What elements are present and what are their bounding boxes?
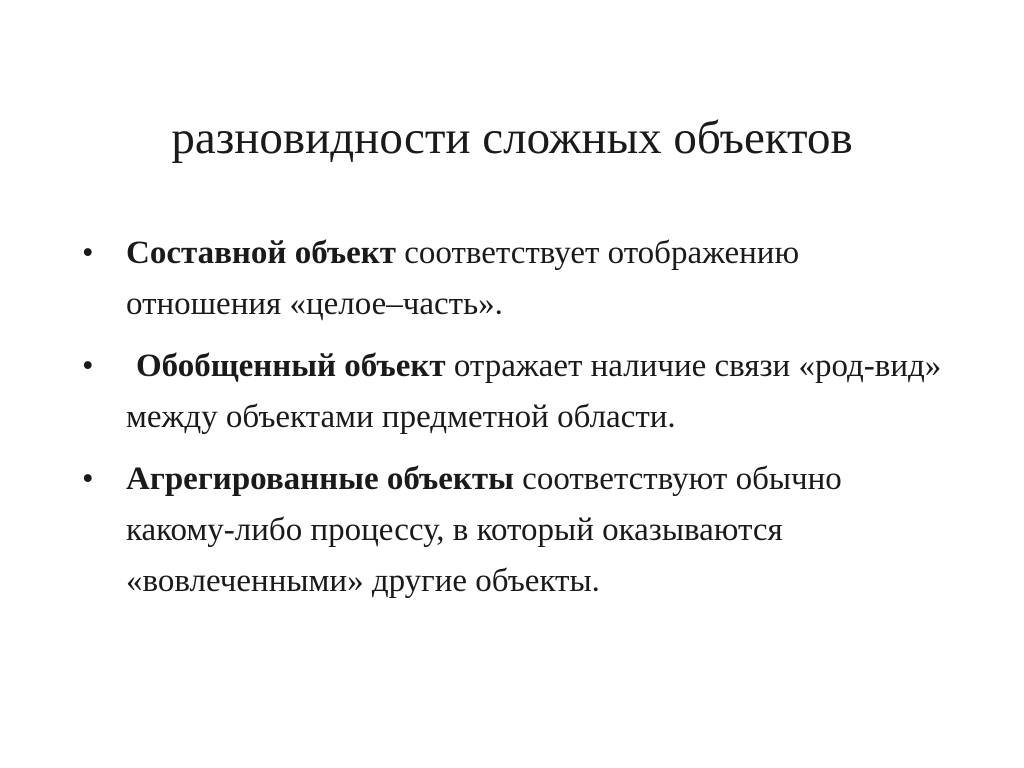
bullet-text: отражает наличие связи «род-вид» между объектами предметной области. xyxy=(126,348,942,435)
bullet-text: соответствует отображению отношения «целое–часть». xyxy=(126,235,800,322)
bullet-item-generalized-object xyxy=(82,341,942,443)
bullet-item-composite-object xyxy=(82,228,942,330)
bullet-marker: • xyxy=(82,461,94,497)
slide-title: разновидности сложных объектов xyxy=(171,112,853,164)
bullet-text: соответствуют обычно какому-либо процессу, в который оказываются «вовлеченными» другие объекты. xyxy=(126,461,842,599)
bullet-term: Составной объект xyxy=(126,235,396,271)
bullet-term: Обобщенный объект xyxy=(136,348,446,384)
bullet-marker: • xyxy=(82,348,94,384)
bullet-content xyxy=(126,348,941,435)
bullet-term: Агрегированные объекты xyxy=(126,461,514,497)
bullet-list xyxy=(82,228,942,618)
bullet-marker: • xyxy=(82,235,94,271)
bullet-item-aggregated-objects xyxy=(82,454,942,607)
